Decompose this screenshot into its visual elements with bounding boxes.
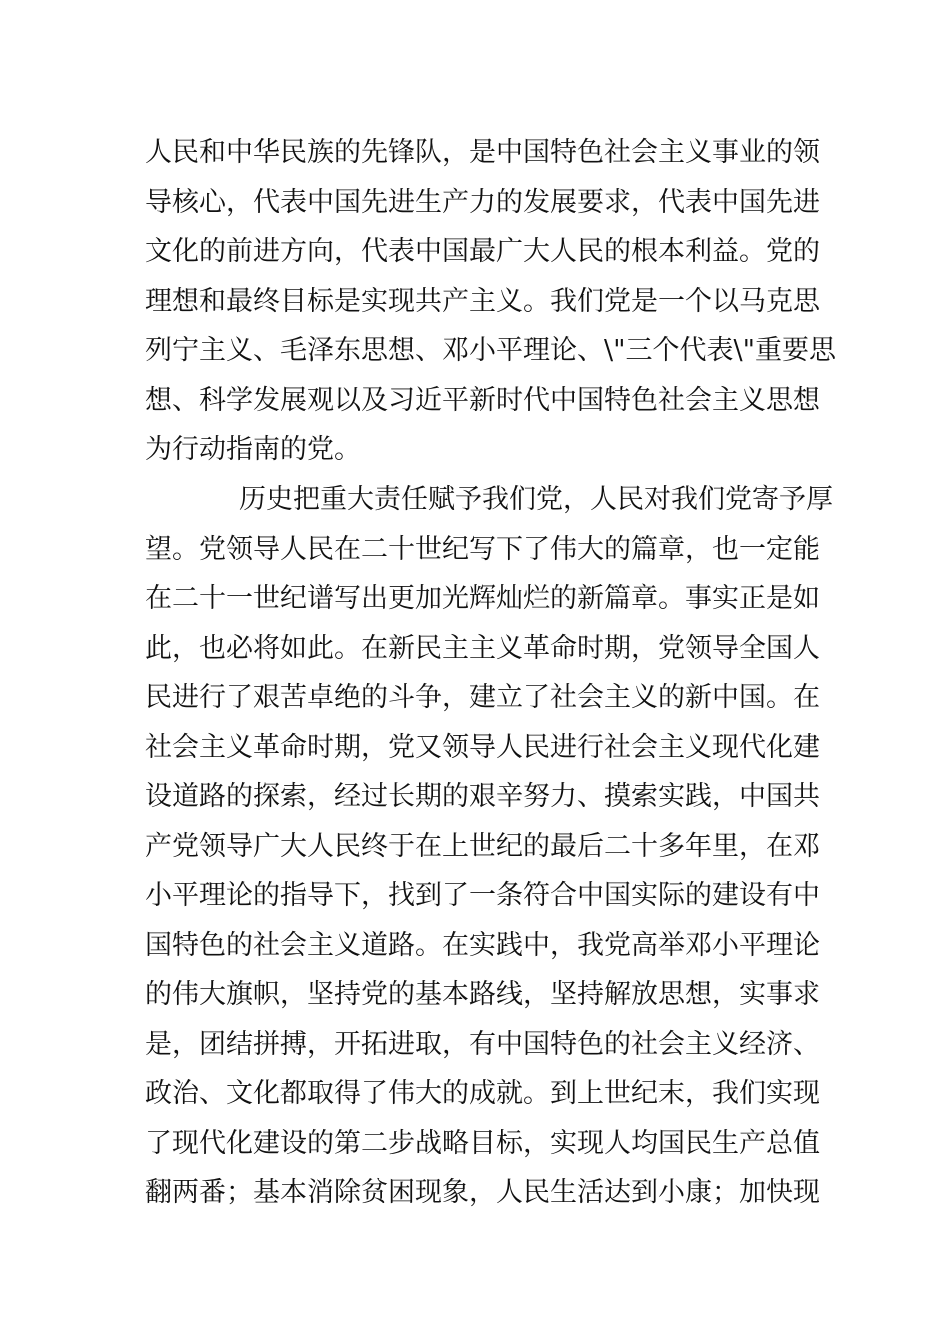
text-line: 小平理论的指导下，找到了一条符合中国实际的建设有中 <box>145 880 820 911</box>
text-line: 社会主义革命时期，党又领导人民进行社会主义现代化建 <box>145 731 820 763</box>
text-line: 理想和最终目标是实现共产主义。我们党是一个以马克思 <box>145 285 820 317</box>
text-line: 政治、文化都取得了伟大的成就。到上世纪末，我们实现 <box>145 1078 820 1109</box>
text-line: 人民和中华民族的先锋队，是中国特色社会主义事业的领 <box>145 137 820 168</box>
text-line: 在二十一世纪谱写出更加光辉灿烂的新篇章。事实正是如 <box>145 583 820 614</box>
text-line: 翻两番；基本消除贫困现象，人民生活达到小康；加快现 <box>145 1177 820 1208</box>
text-line: 望。党领导人民在二十世纪写下了伟大的篇章，也一定能 <box>145 533 820 565</box>
text-line: 列宁主义、毛泽东思想、邓小平理论、\"三个代表\"重要思 <box>145 335 837 366</box>
text-line: 历史把重大责任赋予我们党，人民对我们党寄予厚 <box>239 484 833 515</box>
text-line: 设道路的探索，经过长期的艰辛努力、摸索实践，中国共 <box>145 781 820 812</box>
paragraph-1 <box>145 128 837 475</box>
text-line: 此，也必将如此。在新民主主义革命时期，党领导全国人 <box>145 632 820 664</box>
text-line: 文化的前进方向，代表中国最广大人民的根本利益。党的 <box>145 236 820 267</box>
text-line: 国特色的社会主义道路。在实践中，我党高举邓小平理论 <box>145 929 820 961</box>
text-line: 想、科学发展观以及习近平新时代中国特色社会主义思想 <box>145 384 820 416</box>
text-line: 了现代化建设的第二步战略目标，实现人均国民生产总值 <box>145 1127 820 1159</box>
text-line: 为行动指南的党。 <box>145 434 361 465</box>
text-line: 是，团结拼搏，开拓进取，有中国特色的社会主义经济、 <box>145 1028 820 1060</box>
text-line: 民进行了艰苦卓绝的斗争，建立了社会主义的新中国。在 <box>145 682 820 713</box>
paragraph-2 <box>145 475 833 1218</box>
text-line: 产党领导广大人民终于在上世纪的最后二十多年里，在邓 <box>145 830 820 862</box>
text-line: 的伟大旗帜，坚持党的基本路线，坚持解放思想，实事求 <box>145 979 820 1010</box>
text-line: 导核心，代表中国先进生产力的发展要求，代表中国先进 <box>145 186 820 218</box>
